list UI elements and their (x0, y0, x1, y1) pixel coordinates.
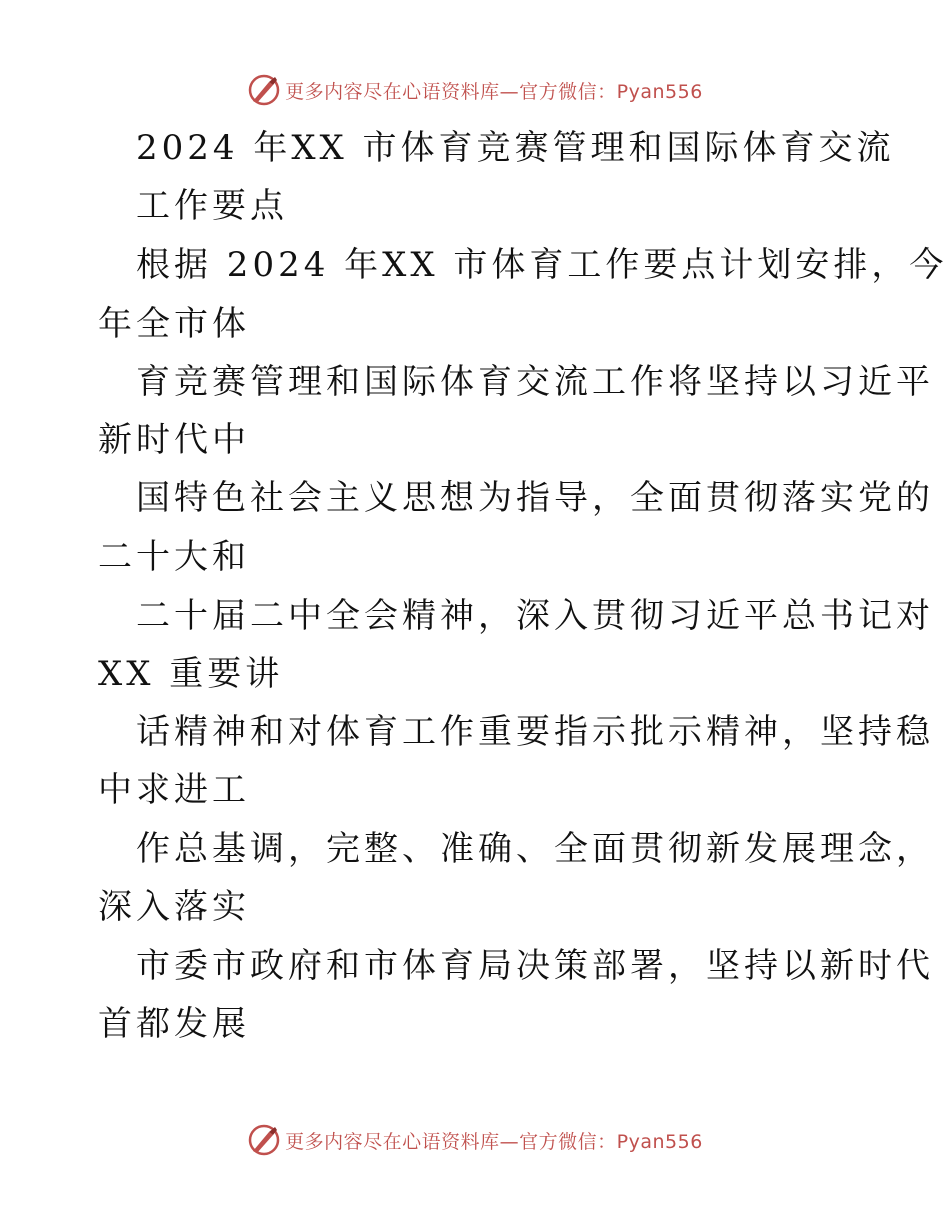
body-line: 市委市政府和市体育局决策部署，坚持以新时代 (136, 946, 934, 986)
body-line: 中求进工 (98, 770, 250, 810)
quill-pen-logo-icon (247, 1123, 281, 1157)
header-banner (0, 70, 950, 110)
document-title-line-2: 工作要点 (136, 186, 288, 226)
body-line: XX 重要讲 (98, 654, 284, 694)
body-line: 年全市体 (98, 304, 250, 344)
body-line: 首都发展 (98, 1004, 250, 1044)
body-line: 二十大和 (98, 537, 250, 577)
body-line: 深入落实 (98, 887, 250, 927)
body-line: 根据 2024 年XX 市体育工作要点计划安排，今 (136, 245, 948, 285)
body-line: 育竞赛管理和国际体育交流工作将坚持以习近平 (136, 362, 934, 402)
body-line: 国特色社会主义思想为指导，全面贯彻落实党的 (136, 478, 934, 518)
quill-pen-logo-icon (247, 73, 281, 107)
body-line: 新时代中 (98, 420, 250, 460)
document-title-line-1: 2024 年XX 市体育竞赛管理和国际体育交流 (136, 128, 895, 168)
body-line: 二十届二中全会精神，深入贯彻习近平总书记对 (136, 596, 934, 636)
body-line: 话精神和对体育工作重要指示批示精神，坚持稳 (136, 712, 934, 752)
footer-banner-text: 更多内容尽在心语资料库—官方微信：Pyan556 (285, 1130, 703, 1153)
body-line: 作总基调，完整、准确、全面贯彻新发展理念， (136, 829, 934, 869)
header-banner-text: 更多内容尽在心语资料库—官方微信：Pyan556 (285, 80, 703, 103)
footer-banner (0, 1120, 950, 1160)
